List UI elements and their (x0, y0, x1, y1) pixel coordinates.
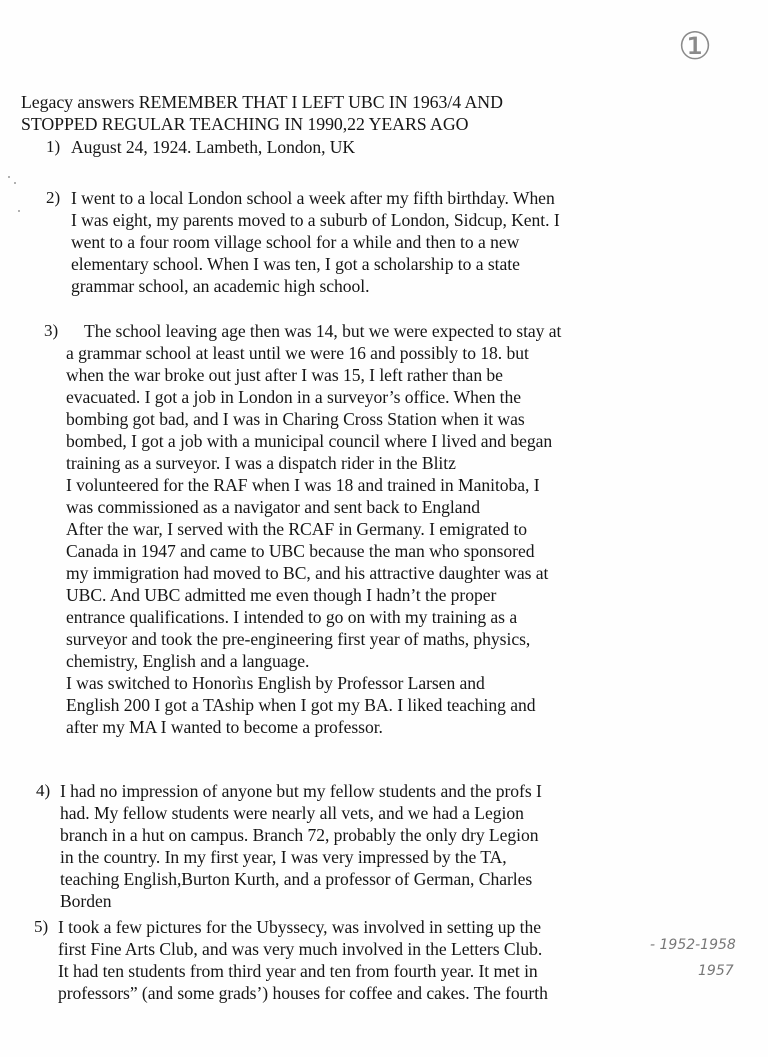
answer-line: professors” (and some grads’) houses for coffee and cakes. The fourth (58, 983, 548, 1003)
answer-number: 1) (46, 137, 61, 156)
answer-line: teaching English,Burton Kurth, and a professor of German, Charles (60, 869, 533, 889)
answer-line: went to a four room village school for a while and then to a new (71, 232, 520, 252)
answer-line: I had no impression of anyone but my fellow students and the profs I (60, 781, 542, 801)
answer-line: evacuated. I got a job in London in a surveyor’s office. When the (66, 387, 522, 407)
scan-speck (8, 176, 10, 178)
answer-line: After the war, I served with the RCAF in Germany. I emigrated to (66, 519, 528, 539)
answer-line: I was switched to Honorìıs English by Professor Larsen and (66, 673, 485, 693)
header-line-1: Legacy answers REMEMBER THAT I LEFT UBC IN 1963/4 AND (21, 92, 503, 112)
answer-line: chemistry, English and a language. (66, 651, 310, 671)
answer-line: I took a few pictures for the Ubysseсy, was involved in setting up the (58, 917, 541, 937)
answer-line: Borden (60, 891, 112, 911)
scan-speck (18, 210, 20, 212)
answer-line: in the country. In my first year, I was very impressed by the TA, (60, 847, 507, 867)
answer-line: surveyor and took the pre-engineering first year of maths, physics, (66, 629, 531, 649)
answer-line: when the war broke out just after I was 15, I left rather than be (66, 365, 503, 385)
answer-line: a grammar school at least until we were 16 and possibly to 18. but (66, 343, 529, 363)
answer-line: was commissioned as a navigator and sent back to England (66, 497, 480, 517)
answer-line: I went to a local London school a week after my fifth birthday. When (71, 188, 555, 208)
answer-line: I was eight, my parents moved to a suburb of London, Sidcup, Kent. I (71, 210, 560, 230)
answer-number: 4) (36, 781, 51, 800)
answer-line: bombed, I got a job with a municipal council where I lived and began (66, 431, 553, 451)
page-mark: ① (678, 24, 713, 68)
answer-line: The school leaving age then was 14, but we were expected to stay at (84, 321, 562, 341)
answer-line: training as a surveyor. I was a dispatch rider in the Blitz (66, 453, 456, 473)
answer-line: branch in a hut on campus. Branch 72, probably the only dry Legion (60, 825, 539, 845)
answer-line: UBC. And UBC admitted me even though I hadn’t the proper (66, 585, 497, 605)
answer-line: my immigration had moved to BC, and his attractive daughter was at (66, 563, 549, 583)
margin-note-years: - 1952-1958 (650, 937, 736, 953)
scan-speck (14, 182, 16, 184)
answer-line: I volunteered for the RAF when I was 18 and trained in Manitoba, I (66, 475, 540, 495)
answer-number: 5) (34, 917, 49, 936)
answer-line: elementary school. When I was ten, I got a scholarship to a state (71, 254, 520, 274)
answer-line: It had ten students from third year and ten from fourth year. It met in (58, 961, 538, 981)
answer-number: 3) (44, 321, 59, 340)
answer-line: English 200 I got a TAship when I got my BA. I liked teaching and (66, 695, 536, 715)
answer-line: had. My fellow students were nearly all vets, and we had a Legion (60, 803, 524, 823)
margin-note-year: 1957 (698, 963, 734, 979)
answer-line: after my MA I wanted to become a professor. (66, 717, 383, 737)
answer-line: bombing got bad, and I was in Charing Cross Station when it was (66, 409, 525, 429)
answer-line: Canada in 1947 and came to UBC because the man who sponsored (66, 541, 535, 561)
answer-line: grammar school, an academic high school. (71, 276, 370, 296)
header-line-2: STOPPED REGULAR TEACHING IN 1990,22 YEARS AGO (21, 114, 469, 134)
answer-line: first Fine Arts Club, and was very much involved in the Letters Club. (58, 939, 543, 959)
answer-line: August 24, 1924. Lambeth, London, UK (71, 137, 356, 157)
answer-line: entrance qualifications. I intended to go on with my training as a (66, 607, 518, 627)
answer-number: 2) (46, 188, 61, 207)
